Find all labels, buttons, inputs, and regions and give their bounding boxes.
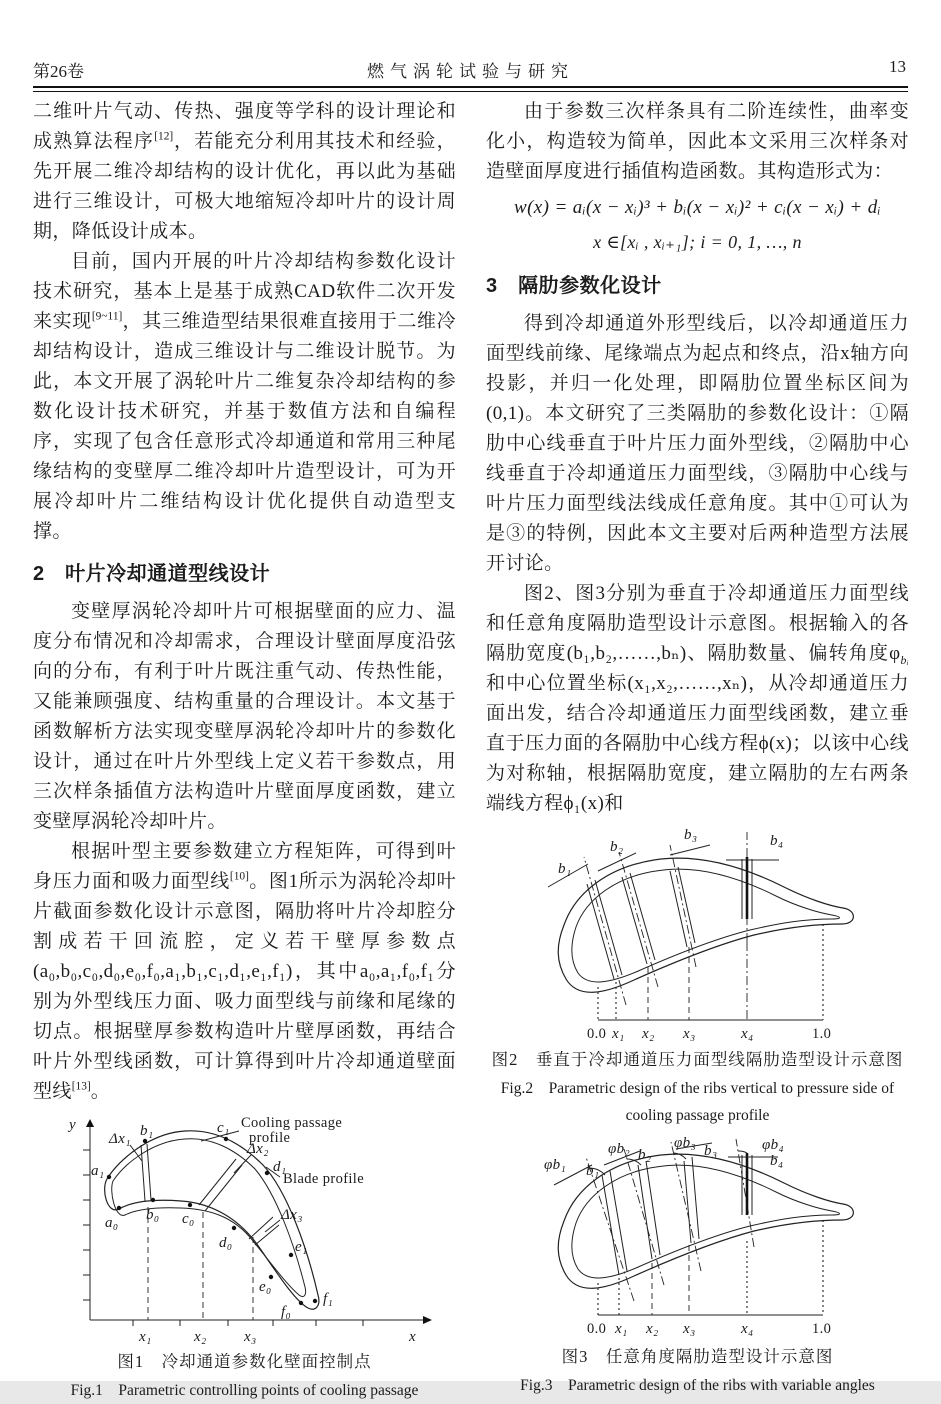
paragraph-2-text: 目前，国内开展的叶片冷却结构参数化设计技术研究，基本上是基于成熟CAD软件二次开发来实现	[33, 251, 456, 332]
fig2-tick-x2: x₂	[642, 1026, 655, 1042]
fig3-tick-x3: x₃	[683, 1321, 696, 1337]
fig3-label-b1: b₁	[586, 1163, 600, 1179]
formula-block	[486, 191, 909, 259]
fig2-label-b1: b₁	[558, 861, 572, 877]
figure3-diagram	[486, 1137, 909, 1342]
paragraph-4-text2: 。图1所示为涡轮冷却叶片截面参数化设计示意图，隔肋将叶片冷却腔分割成若干回流腔，定义若干壁厚参数点(a₀,b₀,c₀,d₀,e₀,f₀,a₁,b₁,c₁,d₁,e₁,f₁)，其中a₀,a₁,f₀,f₁分别为外型线压力面、吸力面型线与前缘和尾缘的切点。根据壁厚参数构造叶片壁厚函数，再结合叶片外型线函数，可计算得到叶片冷却通道壁面型线	[33, 871, 456, 1102]
phi-subscript: bᵢ	[900, 653, 909, 667]
paragraph-6: 得到冷却通道外形型线后，以冷却通道压力面型线前缘、尾缘端点为起点和终点，沿x轴方向投影，并归一化处理，即隔肋位置坐标区间为(0,1)。本文研究了三类隔肋的参数化设计：①隔肋中心线垂直于叶片压力面外型线，②隔肋中心线垂直于冷却通道压力面型线，③隔肋中心线与叶片压力面型线法线成任意角度。其中①可认为是③的特例，因此本文主要对后两种造型方法展开讨论。	[486, 313, 909, 574]
fig1-label-f0: f₀	[281, 1304, 292, 1320]
fig3-label-phib1: φb₁	[544, 1157, 567, 1173]
formula-line-2: x ∈[xᵢ , xᵢ₊₁]; i = 0, 1, …, n	[593, 232, 802, 252]
fig1-label-e1: e₁	[295, 1239, 308, 1255]
fig1-label-b1: b₁	[140, 1123, 154, 1139]
paragraph-4-text: 根据叶型主要参数建立方程矩阵，可得到叶身压力面和吸力面型线	[33, 841, 456, 892]
volume-label: 第26卷	[33, 62, 84, 81]
fig2-label-b3: b₃	[684, 827, 698, 843]
fig3-tick-0: 0.0	[587, 1321, 607, 1337]
fig3-label-phib2: φb₂	[608, 1141, 631, 1157]
fig1-label-a1: a₁	[91, 1163, 105, 1179]
fig1-tick-x3: x₃	[244, 1329, 257, 1345]
figure-2	[486, 827, 909, 1129]
fig3-tick-x2: x₂	[646, 1321, 659, 1337]
citation-ref-10: [10]	[229, 870, 249, 883]
fig1-label-c1: c₁	[217, 1120, 230, 1136]
header-rule	[33, 86, 908, 92]
citation-ref-9-11: [9~11]	[91, 310, 123, 323]
fig2-tick-x3: x₃	[683, 1026, 696, 1042]
formula-line-1: w(x) = aᵢ(x − xᵢ)³ + bᵢ(x − xᵢ)² + cᵢ(x − xᵢ) + dᵢ	[514, 197, 881, 218]
fig3-tick-1: 1.0	[812, 1321, 832, 1337]
figure3-caption-en: Fig.3 Parametric design of the ribs with variable angles	[520, 1377, 875, 1394]
paragraph-7	[486, 579, 909, 819]
paragraph-2-text2: ，其三维造型结果很难直接用于二维冷却结构设计，造成三维设计与二维设计脱节。为此，本文开展了涡轮叶片二维复杂冷却结构的参数化设计技术研究，并基于数值方法和自编程序，实现了包含任意形式冷却通道和常用三种尾缘结构的变壁厚二维冷却叶片造型设计，可为开展冷却叶片二维结构设计优化提供自动造型支撑。	[33, 311, 456, 542]
figure2-caption-en2: cooling passage profile	[625, 1107, 770, 1124]
fig2-label-b4: b₄	[770, 833, 784, 849]
fig3-tick-x4: x₄	[741, 1321, 754, 1337]
fig3-tick-x1: x₁	[615, 1321, 628, 1337]
journal-title: 燃气涡轮试验与研究	[367, 62, 574, 81]
right-column	[486, 97, 909, 1399]
figure1-caption-zh: 图1 冷却通道参数化壁面控制点	[117, 1352, 372, 1371]
figure1-diagram	[33, 1115, 456, 1347]
figure-3	[486, 1137, 909, 1399]
figure3-caption-zh: 图3 任意角度隔肋造型设计示意图	[561, 1347, 834, 1366]
fig1-label-e0: e₀	[259, 1279, 272, 1295]
left-column	[33, 97, 456, 1404]
fig2-tick-1: 1.0	[812, 1026, 832, 1042]
fig3-label-phib3: φb₃	[674, 1135, 697, 1151]
figure2-caption-en1: Fig.2 Parametric design of the ribs vertical to pressure side of	[500, 1080, 895, 1097]
citation-ref-12: [12]	[154, 130, 174, 143]
fig3-label-b4: b₄	[770, 1153, 784, 1169]
section-heading-3: 3 隔肋参数化设计	[486, 275, 662, 297]
paragraph-7-text: 图2、图3分别为垂直于冷却通道压力面型线和任意角度隔肋造型设计示意图。根据输入的各隔肋宽度(b₁,b₂,……,bₙ)、隔肋数量、偏转角度φ	[486, 583, 909, 664]
fig2-label-b2: b₂	[610, 839, 624, 855]
fig1-label-f1: f₁	[323, 1291, 334, 1307]
fig2-tick-x1: x₁	[612, 1026, 625, 1042]
fig1-label-dx1: Δx₁	[109, 1131, 131, 1147]
figure1-caption-en: Fig.1 Parametric controlling points of cooling passage	[70, 1382, 419, 1399]
fig3-label-b2: b₂	[638, 1147, 652, 1163]
paragraph-7-text2: 和中心位置坐标(x₁,x₂,……,xₙ)，从冷却通道压力面出发，结合冷却通道压力面型线函数，建立垂直于压力面的各隔肋中心线方程ϕ(x)；以该中心线为对称轴，根据隔肋宽度，建立隔肋的左右两条端线方程ϕ₁(x)和	[486, 673, 909, 814]
paragraph-3: 变壁厚涡轮冷却叶片可根据壁面的应力、温度分布情况和冷却需求，合理设计壁面厚度沿弦向的分布，有利于叶片既注重气动、传热性能，又能兼顾强度、结构重量的合理设计。本文基于函数解析方法实现变壁厚涡轮冷却叶片的参数化设计，通过在叶片外型线上定义若干参数点，用三次样条插值方法构造叶片壁面厚度函数，建立变壁厚涡轮冷却叶片。	[33, 601, 456, 832]
fig1-label-c0: c₀	[182, 1211, 195, 1227]
fig2-tick-x4: x₄	[741, 1026, 754, 1042]
fig1-tick-x1: x₁	[139, 1329, 152, 1345]
fig2-tick-0: 0.0	[587, 1026, 607, 1042]
fig1-label-d1: d₁	[273, 1159, 287, 1175]
fig1-label-dx2: Δx₂	[247, 1141, 269, 1157]
fig1-annotation-cooling-1: Cooling passage	[241, 1115, 343, 1131]
figure-1	[33, 1115, 456, 1404]
fig1-tick-x2: x₂	[194, 1329, 207, 1345]
figure2-diagram	[486, 827, 909, 1045]
fig3-label-b3: b₃	[704, 1143, 718, 1159]
fig1-axis-x-label: x	[409, 1329, 417, 1345]
figure2-caption-zh: 图2 垂直于冷却通道压力面型线隔肋造型设计示意图	[491, 1050, 904, 1069]
fig1-label-d0: d₀	[219, 1235, 233, 1251]
paragraph-4	[33, 837, 456, 1107]
section-heading-2: 2 叶片冷却通道型线设计	[33, 563, 271, 585]
fig1-annotation-blade: Blade profile	[283, 1171, 365, 1187]
citation-ref-13: [13]	[71, 1080, 91, 1093]
paragraph-4-text3: 。	[90, 1081, 111, 1102]
fig1-axis-y-label: y	[69, 1117, 77, 1133]
fig1-annotation-cooling-2: profile	[249, 1130, 291, 1146]
paragraph-1-text: 二维叶片气动、传热、强度等学科的设计理论和成熟算法程序	[33, 101, 456, 152]
paragraph-1-text2: ，若能充分利用其技术和经验，先开展二维冷却结构的设计优化，再以此为基础进行三维设计，可极大地缩短冷却叶片的设计周期，降低设计成本。	[33, 131, 456, 242]
paragraph-2	[33, 247, 456, 547]
fig1-label-a0: a₀	[105, 1215, 119, 1231]
fig1-label-dx3: Δx₃	[281, 1207, 303, 1223]
paragraph-1	[33, 97, 456, 247]
page-header	[33, 57, 908, 81]
fig1-label-b0: b₀	[146, 1207, 160, 1223]
paragraph-5: 由于参数三次样条具有二阶连续性，曲率变化小，构造较为简单，因此本文采用三次样条对造壁面厚度进行插值构造函数。其构造形式为：	[486, 101, 909, 182]
page-number: 13	[889, 57, 906, 76]
fig3-label-phib4: φb₄	[762, 1137, 785, 1153]
